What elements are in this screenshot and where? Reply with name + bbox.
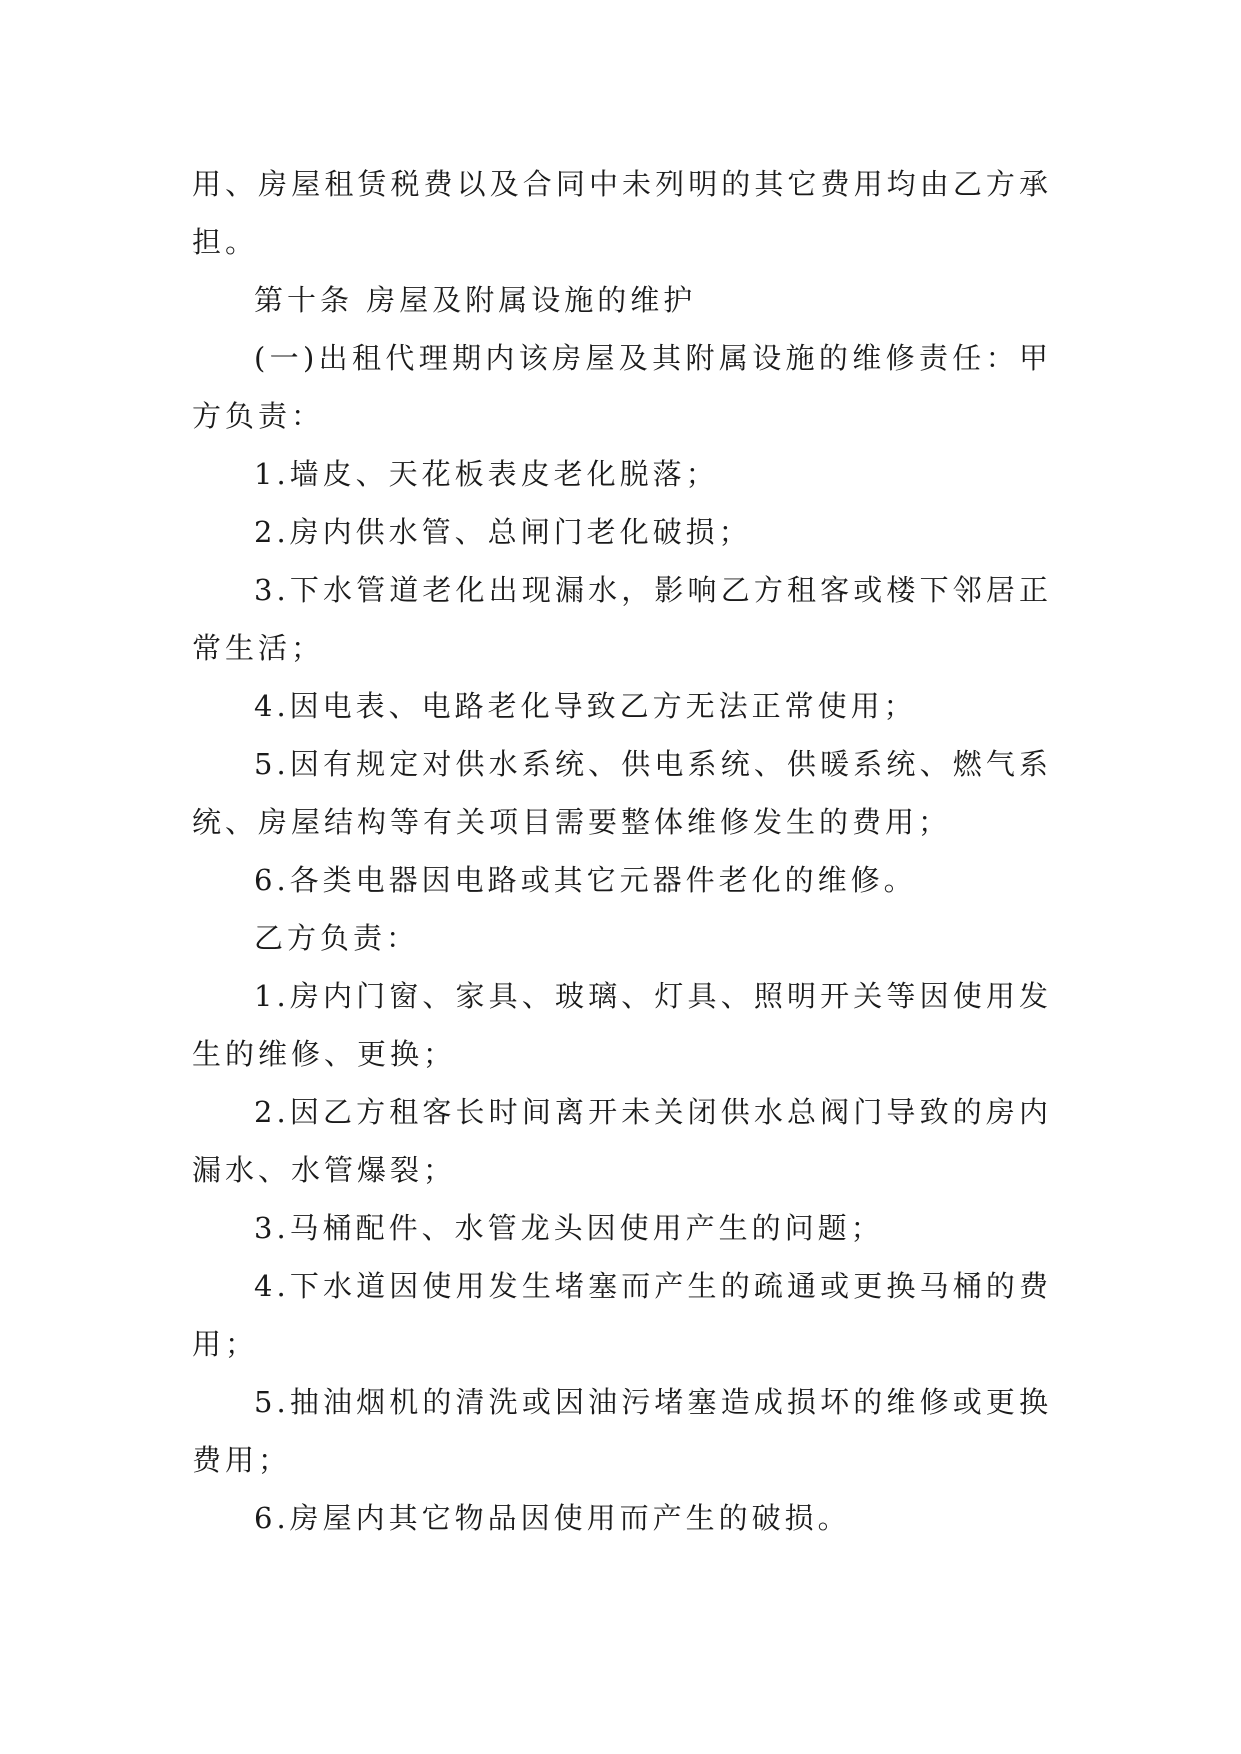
document-body (192, 155, 1052, 1547)
list-item: 2.因乙方租客长时间离开未关闭供水总阀门导致的房内漏水、水管爆裂； (192, 1095, 1052, 1187)
list-item: 4.因电表、电路老化导致乙方无法正常使用； (254, 689, 917, 723)
paragraph: 用、房屋租赁税费以及合同中未列明的其它费用均由乙方承担。 (192, 167, 1052, 259)
list-item: 1.房内门窗、家具、玻璃、灯具、照明开关等因使用发生的维修、更换； (192, 979, 1052, 1071)
list-item: 5.因有规定对供水系统、供电系统、供暖系统、燃气系统、房屋结构等有关项目需要整体维修发生的费用； (192, 747, 1052, 839)
list-item: 2.房内供水管、总闸门老化破损； (254, 515, 752, 549)
list-item: 6.房屋内其它物品因使用而产生的破损。 (254, 1501, 851, 1535)
list-item: 3.马桶配件、水管龙头因使用产生的问题； (254, 1211, 884, 1245)
list-item: 3.下水管道老化出现漏水，影响乙方租客或楼下邻居正常生活； (192, 573, 1052, 665)
paragraph: (一)出租代理期内该房屋及其附属设施的维修责任：甲方负责： (192, 341, 1052, 433)
list-item: 1.墙皮、天花板表皮老化脱落； (254, 457, 719, 491)
list-item: 5.抽油烟机的清洗或因油污堵塞造成损坏的维修或更换费用； (192, 1385, 1052, 1477)
list-item: 4.下水道因使用发生堵塞而产生的疏通或更换马桶的费用； (192, 1269, 1052, 1361)
paragraph: 乙方负责： (254, 921, 420, 955)
list-item: 6.各类电器因电路或其它元器件老化的维修。 (254, 863, 917, 897)
section-heading: 第十条 房屋及附属设施的维护 (254, 283, 697, 317)
